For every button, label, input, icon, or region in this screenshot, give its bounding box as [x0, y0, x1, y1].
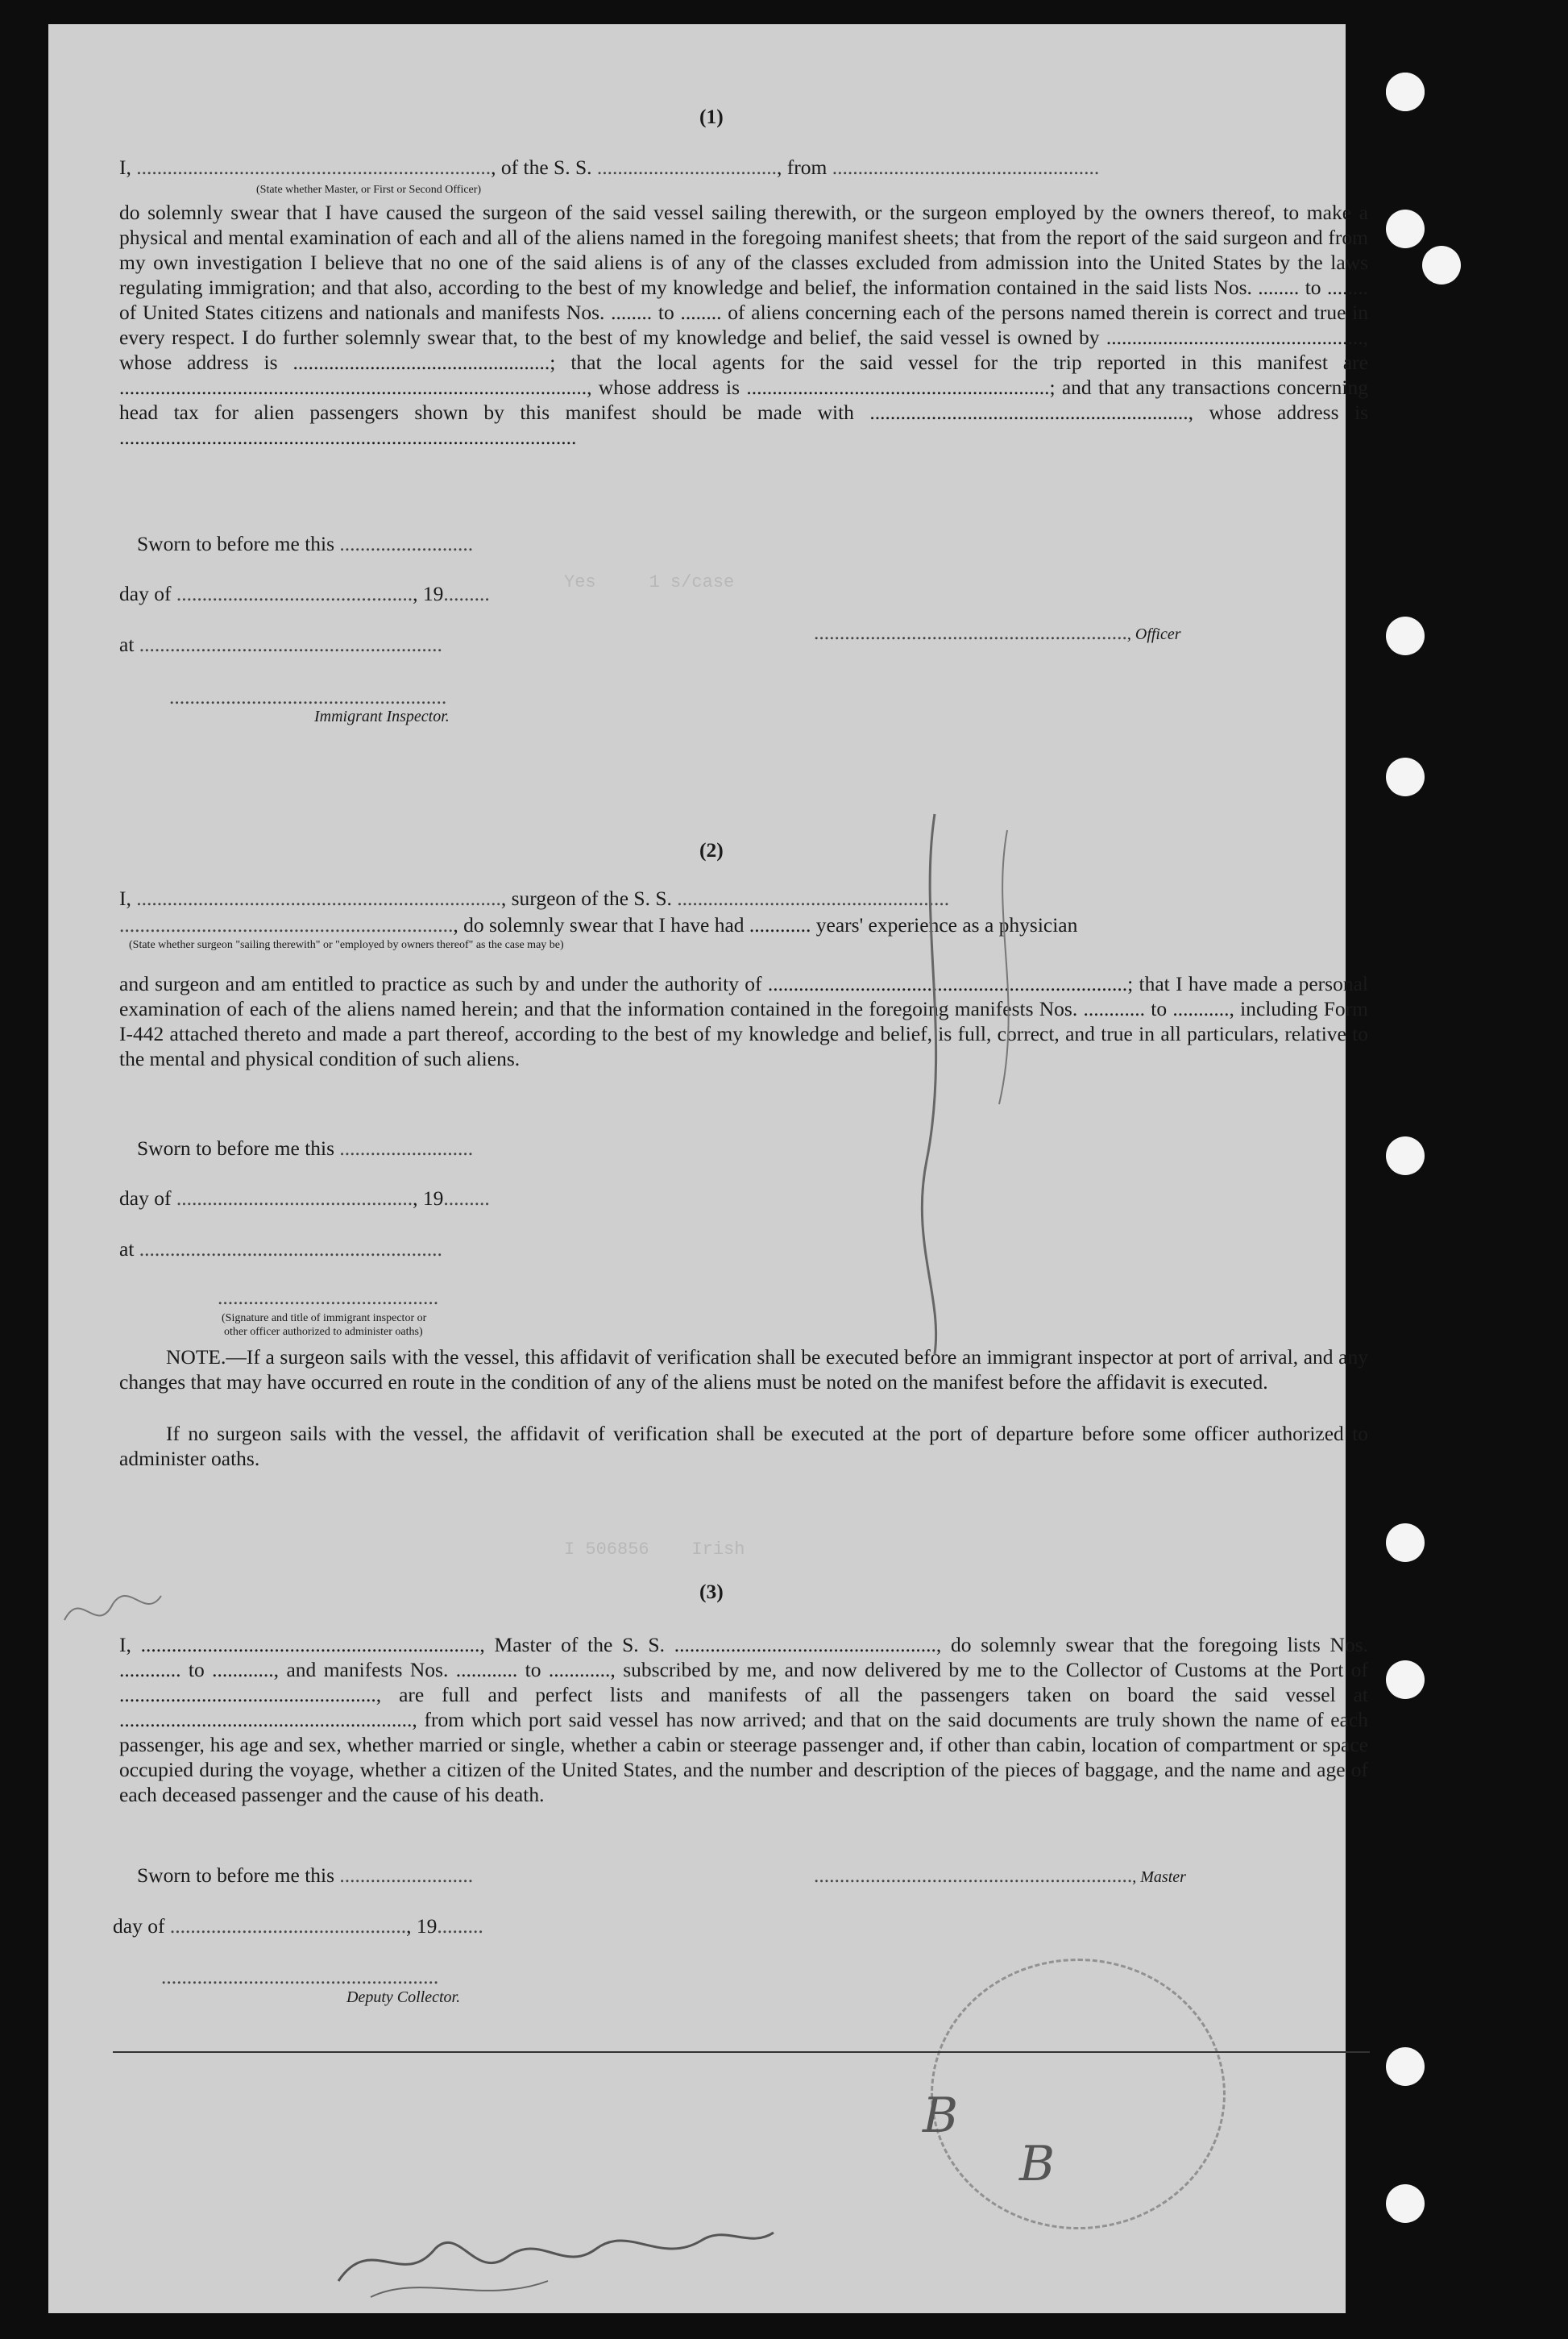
binder-hole — [1386, 2184, 1425, 2223]
section3-master-line: .............................................................., Master — [814, 1863, 1186, 1887]
stamp-letter: B — [923, 2088, 959, 2144]
binder-hole — [1386, 1660, 1425, 1699]
binder-hole — [1386, 617, 1425, 655]
section1-sworn-line: Sworn to before me this .......................... — [137, 532, 474, 555]
document-sheet — [48, 24, 1368, 2313]
stamp-letter: B — [1019, 2136, 1056, 2192]
binder-hole — [1386, 1136, 1425, 1175]
section3-body: I, .................................................................., Master of the S. S. ..................................................., do solemnly swear that the foregoing lists Nos. ............ to ............, and manifests Nos. ............ to ............, subscribed by me, and now delivered by me to the Collector of Customs at the Port of .................................................., are full and perfect lists and manifests of all the passengers taken on board the said vessel at ........................................................., from which port said vessel has now arrived; and that on the said documents are truly shown the name of each passenger, his age and sex, whether married or single, whether a cabin or steerage passenger and, if other than cabin, location of compartment or space occupied during the voyage, whether a citizen of the United States, and the number and description of the pieces of baggage, and the name and age of each deceased passenger and the cause of his death. — [119, 1633, 1368, 1806]
binder-hole — [1422, 246, 1461, 285]
officer-note: (State whether Master, or First or Second Officer) — [256, 184, 482, 196]
signature-note-1: (Signature and title of immigrant inspector or — [222, 1312, 427, 1324]
section2-at-line: at ........................................................... — [119, 1237, 442, 1261]
section2-sworn-line: Sworn to before me this .......................... — [137, 1136, 474, 1160]
binder-hole — [1386, 73, 1425, 111]
section2-oath-line: I, ......................................................................., surgeon of the S. S. ..................................................... — [119, 887, 950, 910]
handwritten-signature — [322, 2160, 806, 2321]
signature-note-2: other officer authorized to administer oaths) — [224, 1326, 423, 1338]
handwritten-marks — [886, 798, 1064, 1362]
binder-hole — [1386, 210, 1425, 248]
section1-body: do solemnly swear that I have caused the surgeon of the said vessel sailing therewith, or the surgeon employed by the owners thereof, to make a physical and mental examination of each and all of the aliens named in the foregoing manifest sheets; that from the report of the said surgeon and from my own investigation I believe that no one of the said aliens is of any of the classes excluded from admission into the United States by the laws regulating immigration; and that also, according to the best of my knowledge and belief, the information contained in the said lists Nos. ........ to ........ of United States citizens and nationals and manifests Nos. ........ to ........ of aliens concerning each of the persons named therein is correct and true in every respect. I do further solemnly swear that, to the best of my knowledge and belief, the said vessel is owned by .................................................., whose address is ..................................................; that the local agents for the said vessel for the trip reported in this manifest are ..........................................................................................., whose address is ...........................................................; and that any transactions concerning head tax for alien passengers shown by this manifest should be made with .............................................................., whose address is ......................................................................................... — [119, 201, 1368, 449]
section1-officer-line: ............................................................., Officer — [814, 621, 1181, 644]
deputy-collector-label: Deputy Collector. — [346, 1988, 461, 2006]
section-number-3: (3) — [699, 1580, 724, 1603]
bleed-through-text: I 506856 Irish — [564, 1539, 745, 1560]
section3-collector-line: ...................................................... — [161, 1965, 439, 1988]
section3-sworn-line: Sworn to before me this .......................... — [137, 1863, 474, 1887]
surgeon-note: (State whether surgeon "sailing therewith" or "employed by owners thereof" as the case may be) — [129, 939, 564, 951]
section2-body: and surgeon and am entitled to practice as such by and under the authority of ......................................................................; that I have made a personal examination of each of the aliens named herein; and that the information contained in the foregoing manifests Nos. ............ to ..........., including Form I-442 attached thereto and made a part thereof, according to the best of my knowledge and belief, is full, correct, and true in all particulars, relative to the mental and physical condition of such aliens. — [119, 972, 1368, 1070]
note-surgeon-sails: NOTE.—If a surgeon sails with the vessel, this affidavit of verification shall be executed before an immigrant inspector at port of arrival, and any changes that may have occurred en route in the condition of any of the aliens must be noted on the manifest before the affidavit is executed. — [119, 1345, 1368, 1394]
section-number-1: (1) — [699, 105, 724, 128]
section1-inspector-line: ...................................................... — [169, 685, 447, 708]
binder-hole — [1386, 2047, 1425, 2086]
immigrant-inspector-label: Immigrant Inspector. — [314, 708, 450, 725]
section1-at-line: at ........................................................... — [119, 633, 442, 656]
bleed-through-text: Yes 1 s/case — [564, 572, 735, 592]
section-number-2: (2) — [699, 838, 724, 862]
margin-annotation — [56, 1556, 169, 1652]
binder-hole — [1386, 1523, 1425, 1562]
binder-hole — [1386, 758, 1425, 796]
note-no-surgeon: If no surgeon sails with the vessel, the affidavit of verification shall be executed at the port of departure before some officer authorized to administer oaths. — [119, 1422, 1368, 1470]
section3-day-line: day of .............................................., 19......... — [113, 1914, 483, 1938]
section2-day-line: day of .............................................., 19......... — [119, 1186, 490, 1210]
section2-signature-line: ........................................... — [218, 1286, 439, 1309]
bottom-rule — [113, 2051, 1370, 2053]
section1-oath-line: I, ....................................................................., of the S. S. ..................................., from .................................................... — [119, 156, 1100, 179]
official-stamp — [931, 1959, 1226, 2229]
section2-experience-line: ................................................................., do solemnly swear that I have had ............ years' experience as a physician — [119, 913, 1078, 937]
section1-day-line: day of .............................................., 19......... — [119, 582, 490, 605]
